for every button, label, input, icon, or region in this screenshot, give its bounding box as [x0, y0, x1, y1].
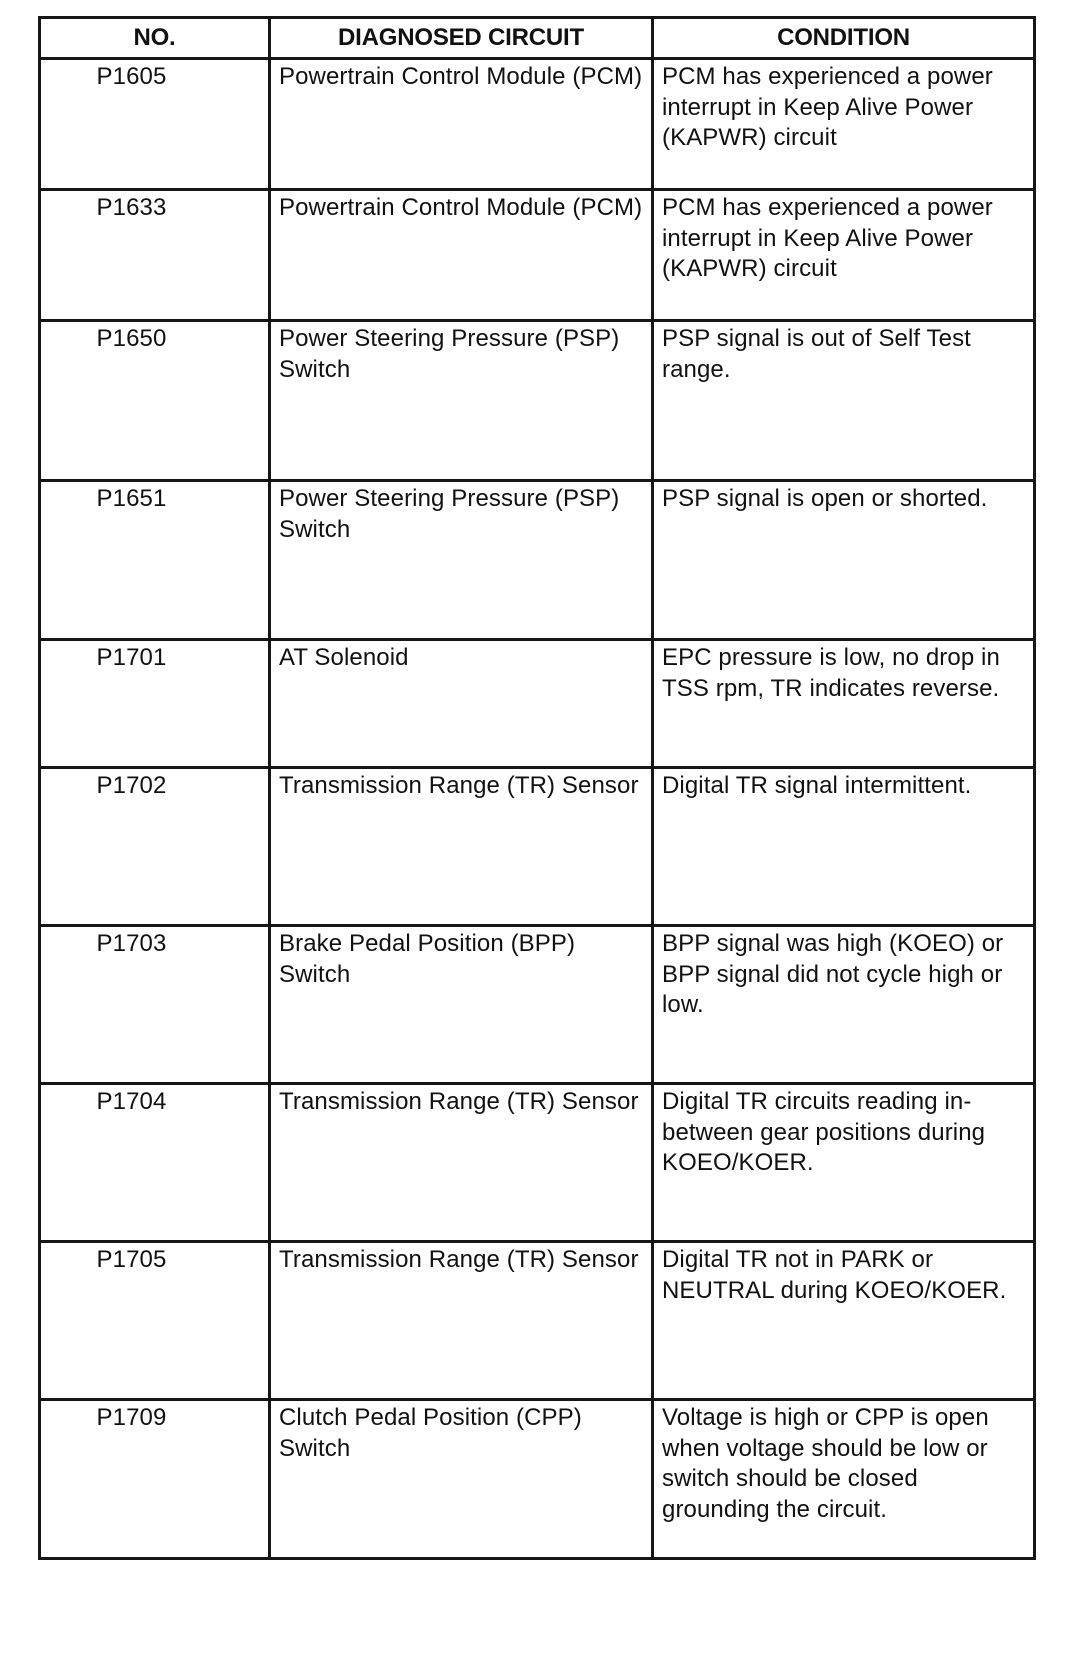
- circuit-cell: Powertrain Control Module (PCM): [270, 59, 653, 190]
- table-row: [40, 1084, 1035, 1242]
- header-condition: CONDITION: [653, 18, 1035, 59]
- condition-cell: Voltage is high or CPP is open when voltage should be low or switch should be closed grounding the circuit.: [653, 1400, 1035, 1559]
- circuit-cell: Powertrain Control Module (PCM): [270, 190, 653, 321]
- circuit-cell: Brake Pedal Position (BPP) Switch: [270, 926, 653, 1084]
- code-cell: P1633: [40, 190, 270, 321]
- condition-cell: EPC pressure is low, no drop in TSS rpm, TR indicates reverse.: [653, 640, 1035, 768]
- code-cell: P1705: [40, 1242, 270, 1400]
- diagnostic-code-table: [38, 16, 1036, 1560]
- condition-cell: PSP signal is open or shorted.: [653, 481, 1035, 640]
- condition-cell: Digital TR circuits reading in-between gear positions during KOEO/KOER.: [653, 1084, 1035, 1242]
- circuit-cell: AT Solenoid: [270, 640, 653, 768]
- circuit-cell: Transmission Range (TR) Sensor: [270, 768, 653, 926]
- table-row: [40, 926, 1035, 1084]
- code-cell: P1701: [40, 640, 270, 768]
- condition-cell: Digital TR signal intermittent.: [653, 768, 1035, 926]
- table-row: [40, 59, 1035, 190]
- condition-cell: PSP signal is out of Self Test range.: [653, 321, 1035, 481]
- table-header: [40, 18, 1035, 59]
- header-row: [40, 18, 1035, 59]
- table-row: [40, 640, 1035, 768]
- circuit-cell: Transmission Range (TR) Sensor: [270, 1242, 653, 1400]
- code-cell: P1650: [40, 321, 270, 481]
- condition-cell: PCM has experienced a power interrupt in Keep Alive Power (KAPWR) circuit: [653, 190, 1035, 321]
- table-row: [40, 1242, 1035, 1400]
- circuit-cell: Power Steering Pressure (PSP) Switch: [270, 321, 653, 481]
- condition-cell: PCM has experienced a power interrupt in Keep Alive Power (KAPWR) circuit: [653, 59, 1035, 190]
- table-body: [40, 59, 1035, 1559]
- condition-cell: BPP signal was high (KOEO) or BPP signal did not cycle high or low.: [653, 926, 1035, 1084]
- header-no: NO.: [40, 18, 270, 59]
- code-cell: P1704: [40, 1084, 270, 1242]
- condition-cell: Digital TR not in PARK or NEUTRAL during KOEO/KOER.: [653, 1242, 1035, 1400]
- code-cell: P1709: [40, 1400, 270, 1559]
- code-cell: P1651: [40, 481, 270, 640]
- code-cell: P1605: [40, 59, 270, 190]
- header-diagnosed-circuit: DIAGNOSED CIRCUIT: [270, 18, 653, 59]
- circuit-cell: Transmission Range (TR) Sensor: [270, 1084, 653, 1242]
- circuit-cell: Clutch Pedal Position (CPP) Switch: [270, 1400, 653, 1559]
- table-row: [40, 481, 1035, 640]
- table-row: [40, 1400, 1035, 1559]
- table-row: [40, 321, 1035, 481]
- table-row: [40, 190, 1035, 321]
- circuit-cell: Power Steering Pressure (PSP) Switch: [270, 481, 653, 640]
- code-cell: P1703: [40, 926, 270, 1084]
- code-cell: P1702: [40, 768, 270, 926]
- table-row: [40, 768, 1035, 926]
